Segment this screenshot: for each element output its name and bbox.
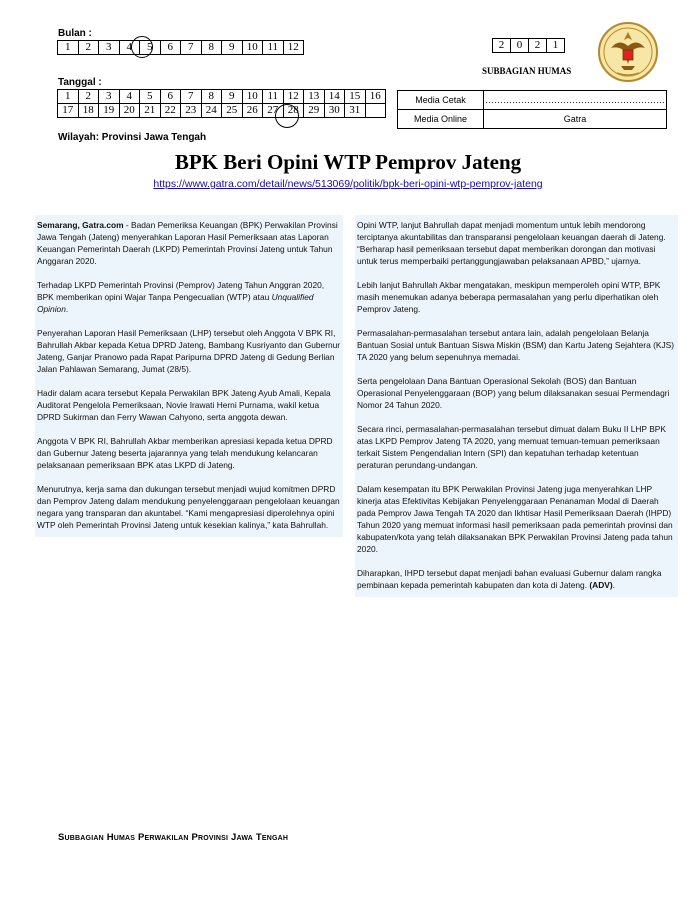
date-cell: 25 xyxy=(222,104,243,118)
date-cell: 24 xyxy=(201,104,222,118)
date-cell: 23 xyxy=(181,104,202,118)
date-cell: 12 xyxy=(283,90,304,104)
date-cell: 26 xyxy=(242,104,263,118)
paragraph-11: Secara rinci, permasalahan-permasalahan tersebut dimuat dalam Buku II LHP BPK atas LKPD Pemprov Jateng TA 2020, yang memuat temuan-temuan pemeriksaan terkait Sistem Pengendalian Intern (SPI) dan kepatuhan terhadap ketentuan peraturan perundang-undangan. xyxy=(357,424,666,470)
article-url-link[interactable]: https://www.gatra.com/detail/news/513069/politik/bpk-beri-opini-wtp-pemprov-jateng xyxy=(153,178,543,190)
month-cell: 10 xyxy=(242,41,263,55)
date-cell: 14 xyxy=(324,90,345,104)
month-grid xyxy=(57,40,304,55)
paragraph-7: Opini WTP, lanjut Bahrullah dapat menjadi momentum untuk lebih mendorong terciptanya akuntabilitas dan transparansi pengelolaan keuangan daerah di Jateng. “Berharap hasil pemeriksaan tersebut dapat memberikan dorongan dan motivasi untuk terus memperbaiki pertanggungjawaban pelaksanaan APBD,” ujarnya. xyxy=(357,220,666,266)
month-cell: 4 xyxy=(119,41,140,55)
bulan-label: Bulan : xyxy=(58,28,92,39)
paragraph-10: Serta pengelolaan Dana Bantuan Operasional Sekolah (BOS) dan Bantuan Operasional Penyelenggaraan (BOP) yang belum dilaksanakan sesuai Permendagri Nomor 24 Tahun 2020. xyxy=(357,376,670,410)
department-label: SUBBAGIAN HUMAS xyxy=(482,66,572,76)
month-cell: 1 xyxy=(58,41,79,55)
paragraph-1: Semarang, Gatra.com - Badan Pemeriksa Keuangan (BPK) Perwakilan Provinsi Jawa Tengah (Jateng) menyerahkan Laporan Hasil Pemeriksaan atas Laporan Keuangan Pemerintah Daerah (LKPD) Pemerintah Provinsi Jateng untuk Tahun Anggaran 2020. xyxy=(37,220,338,266)
year-digit-cell: 2 xyxy=(493,39,511,53)
paragraph-8: Lebih lanjut Bahrullah Akbar mengatakan, meskipun memperoleh opini WTP, BPK masih menemukan adanya beberapa permasalahan yang perlu diperhatikan oleh Pemprov Jateng. xyxy=(357,280,661,314)
date-cell: 19 xyxy=(99,104,120,118)
paragraph-5: Anggota V BPK RI, Bahrullah Akbar memberikan apresiasi kepada ketua DPRD dan Gubernur Jateng beserta jajarannya yang telah mendukung kelancaran pelaksanaan pemeriksaan BPK atas LKPD di Jateng. xyxy=(37,436,333,470)
media-online-label: Media Online xyxy=(398,110,484,129)
paragraph-4: Hadir dalam acara tersebut Kepala Perwakilan BPK Jateng Ayub Amali, Kepala Auditorat Pengelola Pemeriksaan, Novie Irawati Herni Purnama, wakil ketua DPRD Sukirman dan Ferry Wawan Cahyono, serta anggota dewan. xyxy=(37,388,331,422)
footer-department: Subbagian Humas Perwakilan Provinsi Jawa Tengah xyxy=(58,832,289,843)
media-table xyxy=(397,90,667,129)
paragraph-6: Menurutnya, kerja sama dan dukungan tersebut menjadi wujud komitmen DPRD dan Pemprov Jateng dalam mendukung penyelenggaraan pengelolaan keuangan negara yang transparan dan akuntabel. “Kami mengapresiasi diperolehnya opini WTP oleh Pemerintah Provinsi Jateng untuk kesekian kalinya,” kata Bahrullah. xyxy=(37,484,340,530)
paragraph-13: Diharapkan, IHPD tersebut dapat menjadi bahan evaluasi Gubernur dalam rangka pembinaan kepada pemerintah kabupaten dan kota di Jateng. (ADV). xyxy=(357,568,662,590)
month-cell: 6 xyxy=(160,41,181,55)
date-cell: 13 xyxy=(304,90,325,104)
date-cell: 20 xyxy=(119,104,140,118)
month-cell: 2 xyxy=(78,41,99,55)
date-cell xyxy=(365,104,386,118)
month-cell: 8 xyxy=(201,41,222,55)
date-cell: 1 xyxy=(58,90,79,104)
article-title: BPK Beri Opini WTP Pemprov Jateng xyxy=(174,150,522,174)
date-cell: 30 xyxy=(324,104,345,118)
month-cell: 3 xyxy=(99,41,120,55)
bpk-emblem xyxy=(597,20,659,84)
date-cell: 6 xyxy=(160,90,181,104)
paragraph-12: Dalam kesempatan itu BPK Perwakilan Provinsi Jateng juga menyerahkan LHP kinerja atas Efektivitas Kebijakan Penyelenggaraan Penanaman Modal di Daerah pada Pemprov Jawa Tengah TA 2020 dan Ikhtisar Hasil Pemeriksaan Daerah (IHPD) Tahun 2020 yang memuat informasi hasil pemeriksaan pada pemerintah provinsi dan kabupaten/kota yang telah dilaksanakan BPK Perwakilan Provinsi Jateng pada tahun 2020. xyxy=(357,484,673,554)
year-grid xyxy=(492,38,565,53)
year-digit-cell: 0 xyxy=(511,39,529,53)
month-cell: 12 xyxy=(283,41,304,55)
date-cell: 29 xyxy=(304,104,325,118)
date-cell: 22 xyxy=(160,104,181,118)
article-column-left xyxy=(35,215,343,537)
article-column-right xyxy=(355,215,678,597)
date-cell: 2 xyxy=(78,90,99,104)
month-cell: 5 xyxy=(140,41,161,55)
dateline: Semarang, Gatra.com xyxy=(37,220,124,230)
date-cell: 18 xyxy=(78,104,99,118)
year-digit-cell: 2 xyxy=(529,39,547,53)
date-cell: 27 xyxy=(263,104,284,118)
paragraph-9: Permasalahan-permasalahan tersebut antara lain, adalah pengelolaan Belanja Bantuan Sosial untuk Bantuan Siswa Miskin (BSM) dan Kartu Jateng Sejahtera (KJS) TA 2020 yang belum sepenuhnya memadai. xyxy=(357,328,675,362)
month-cell: 11 xyxy=(263,41,284,55)
date-grid xyxy=(57,89,386,118)
date-cell: 8 xyxy=(201,90,222,104)
media-online-value: Gatra xyxy=(484,110,667,129)
paragraph-2: Terhadap LKPD Pemerintah Provinsi (Pemprov) Jateng Tahun Anggran 2020, BPK memberikan opini Wajar Tanpa Pengecualian (WTP) atau Unqualified Opinion. xyxy=(37,280,325,314)
month-cell: 9 xyxy=(222,41,243,55)
paragraph-3: Penyerahan Laporan Hasil Pemeriksaan (LHP) tersebut oleh Anggota V BPK RI, Bahrullah Akbar kepada Ketua DPRD Jateng, Bambang Kusriyanto dan Gubernur Jateng, Ganjar Pranowo pada Rapat Paripurna DPRD Jateng di Gedung Berlian Jalan Pahlawan Semarang, Jumat (28/5). xyxy=(37,328,341,374)
date-cell: 9 xyxy=(222,90,243,104)
date-cell: 7 xyxy=(181,90,202,104)
date-cell: 31 xyxy=(345,104,366,118)
date-cell: 15 xyxy=(345,90,366,104)
media-cetak-label: Media Cetak xyxy=(398,91,484,110)
year-digit-cell: 1 xyxy=(547,39,565,53)
date-cell: 3 xyxy=(99,90,120,104)
date-cell: 4 xyxy=(119,90,140,104)
wilayah-label: Wilayah: Provinsi Jawa Tengah xyxy=(58,132,207,143)
date-cell: 11 xyxy=(263,90,284,104)
date-cell: 28 xyxy=(283,104,304,118)
date-cell: 21 xyxy=(140,104,161,118)
date-cell: 5 xyxy=(140,90,161,104)
month-selection-circle xyxy=(131,36,153,58)
date-cell: 10 xyxy=(242,90,263,104)
date-cell: 17 xyxy=(58,104,79,118)
date-selection-circle xyxy=(275,104,299,128)
month-cell: 7 xyxy=(181,41,202,55)
tanggal-label: Tanggal : xyxy=(58,77,102,88)
media-cetak-value: …………………………………………………… xyxy=(484,91,667,110)
date-cell: 16 xyxy=(365,90,386,104)
